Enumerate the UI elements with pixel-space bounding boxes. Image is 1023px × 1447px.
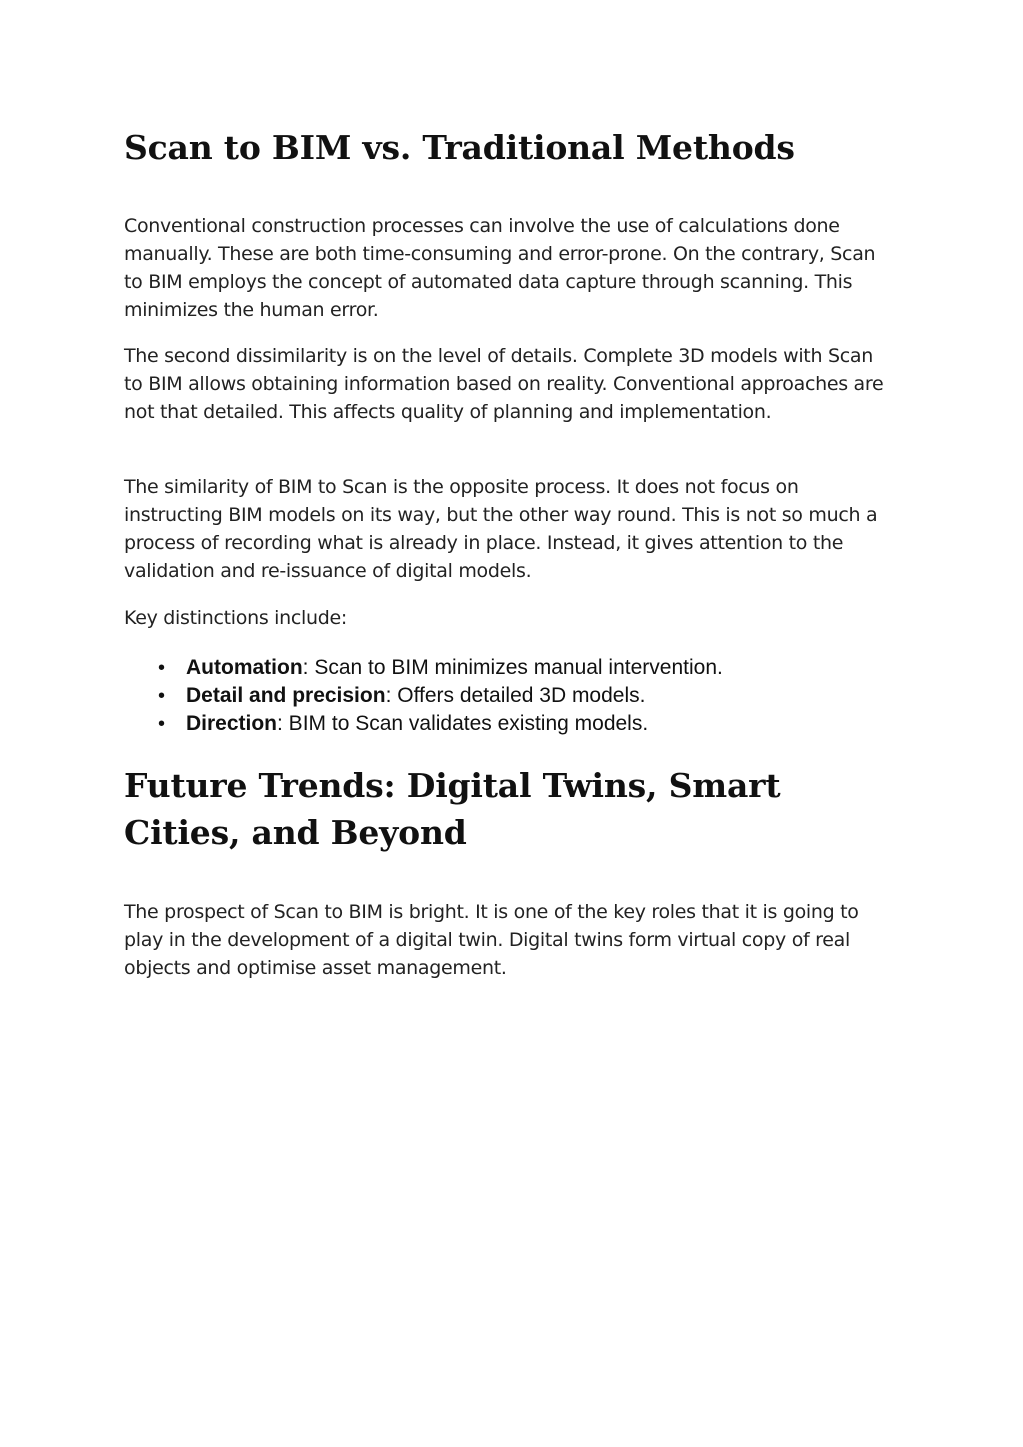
- list-item-term: Detail and precision: [186, 684, 386, 707]
- list-item-text: : Offers detailed 3D models.: [385, 684, 646, 707]
- key-distinctions-list: [124, 654, 894, 738]
- list-item-text: : BIM to Scan validates existing models.: [277, 712, 649, 735]
- paragraph-level-of-details: The second dissimilarity is on the level of details. Complete 3D models with Scan to BIM allows obtaining information based on reality. Conventional approaches are not that detailed. This affects quality of planning and implementation.: [124, 345, 884, 423]
- list-item-term: Automation: [186, 656, 303, 679]
- list-item: [186, 682, 894, 710]
- list-item-text: : Scan to BIM minimizes manual intervention.: [302, 656, 723, 679]
- section-heading-future-trends: Future Trends: Digital Twins, Smart Cities, and Beyond: [124, 766, 781, 852]
- list-item-term: Direction: [186, 712, 278, 735]
- list-item: [186, 710, 894, 738]
- paragraph-key-distinctions-intro: Key distinctions include:: [124, 607, 348, 629]
- list-item: [186, 654, 894, 682]
- paragraph-digital-twin-prospect: The prospect of Scan to BIM is bright. It is one of the key roles that it is going to play in the development of a digital twin. Digital twins form virtual copy of real objects and optimise asset management.: [124, 901, 859, 979]
- paragraph-bim-to-scan: The similarity of BIM to Scan is the opposite process. It does not focus on instructing BIM models on its way, but the other way round. This is not so much a process of recording what is already in place. Instead, it gives attention to the validation and re-issuance of digital models.: [124, 476, 878, 582]
- section-heading-scan-to-bim: Scan to BIM vs. Traditional Methods: [124, 128, 795, 167]
- paragraph-conventional-processes: Conventional construction processes can involve the use of calculations done manually. These are both time-consuming and error-prone. On the contrary, Scan to BIM employs the concept of automated data capture through scanning. This minimizes the human error.: [124, 215, 876, 321]
